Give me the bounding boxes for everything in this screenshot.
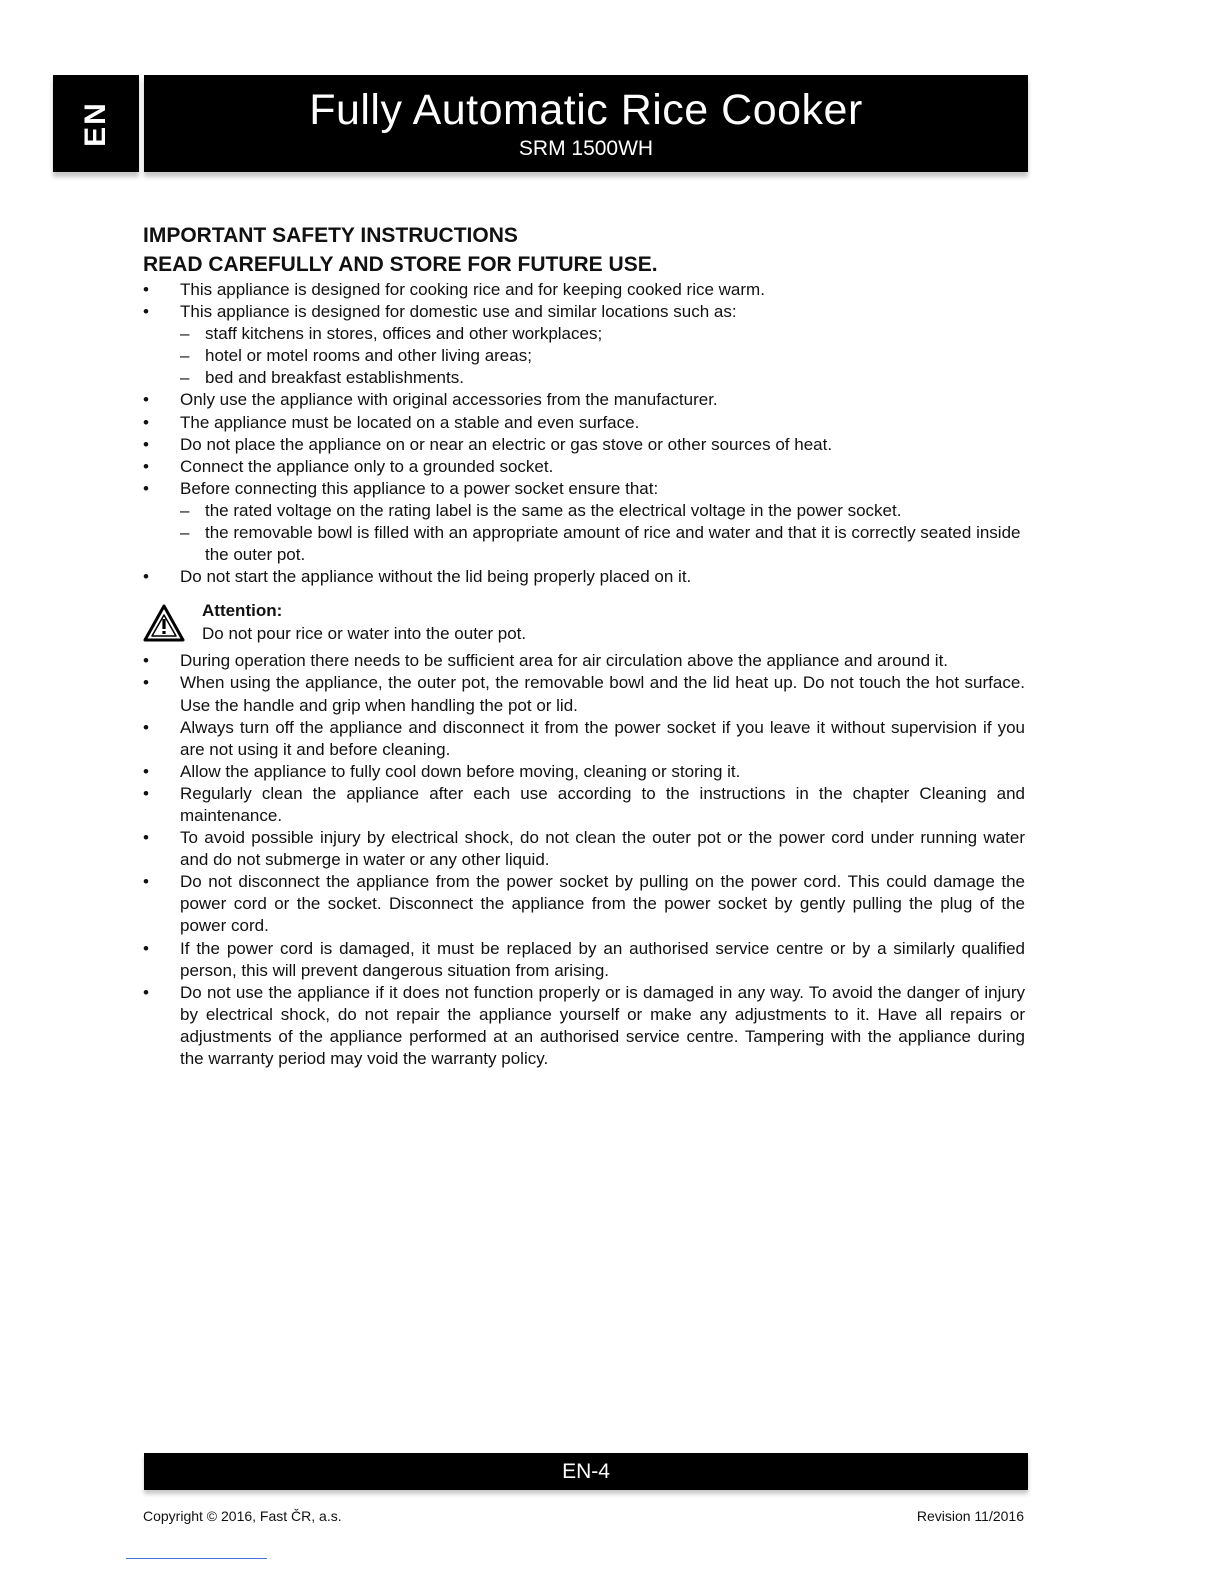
language-label: EN [79,100,112,147]
list-item: • If the power cord is damaged, it must be replaced by an authorised service centre or by a similarly qualified person, this will prevent dangerous situation from arising. [143,938,1025,982]
sub-list [180,323,1025,389]
list-item: • The appliance must be located on a stable and even surface. [143,412,1025,434]
model-number: SRM 1500WH [518,137,654,160]
page-number: EN-4 [562,1460,610,1483]
attention-text: Do not pour rice or water into the outer pot. [202,624,527,644]
list-item: • Connect the appliance only to a grounded socket. [143,456,1025,478]
bottom-rule [126,1558,267,1559]
list-item: • Always turn off the appliance and disconnect it from the power socket if you leave it without supervision if you are not using it and before cleaning. [143,717,1025,761]
revision-label: Revision 11/2016 [916,1508,1024,1524]
list-item: • When using the appliance, the outer pot, the removable bowl and the lid heat up. Do not touch the hot surface. Use the handle and grip when handling the pot or lid. [143,672,1025,716]
list-item: • During operation there needs to be sufficient area for air circulation above the appliance and around it. [143,650,1025,672]
page-number-bar [144,1453,1028,1490]
title-bar [144,75,1028,172]
sub-list-item: – the removable bowl is filled with an appropriate amount of rice and water and that it is correctly seated inside the outer pot. [180,522,1025,566]
safety-instructions [143,221,1025,1070]
list-item-text: This appliance is designed for domestic use and similar locations such as: [180,302,737,322]
attention-title: Attention: [202,601,283,621]
sub-list-item: – hotel or motel rooms and other living areas; [180,345,1025,367]
copyright-notice: Copyright © 2016, Fast ČR, a.s. [143,1508,342,1524]
list-item: • Regularly clean the appliance after each use according to the instructions in the chapter Cleaning and maintenance. [143,783,1025,827]
safety-heading: IMPORTANT SAFETY INSTRUCTIONS [143,224,518,247]
list-item-text: Before connecting this appliance to a power socket ensure that: [180,478,659,498]
list-item: • This appliance is designed for cooking rice and for keeping cooked rice warm. [143,279,1025,301]
list-item: • Do not start the appliance without the lid being properly placed on it. [143,566,1025,588]
list-item: • Do not place the appliance on or near an electric or gas stove or other sources of heat. [143,434,1025,456]
list-item: • Do not disconnect the appliance from the power socket by pulling on the power cord. This could damage the power cord or the socket. Disconnect the appliance from the power socket by gently pulling the plug of the power cord. [143,871,1025,937]
attention-note [143,600,1025,650]
sub-list-item: – bed and breakfast establishments. [180,367,1025,389]
page-title: Fully Automatic Rice Cooker [309,86,863,134]
warning-triangle-icon [143,604,185,642]
safety-list-b [143,650,1025,1070]
list-item [143,478,1025,566]
language-tab [53,75,139,172]
sub-list [180,500,1025,566]
list-item: • To avoid possible injury by electrical shock, do not clean the outer pot or the power cord under running water and do not submerge in water or any other liquid. [143,827,1025,871]
list-item [143,301,1025,389]
sub-list-item: – staff kitchens in stores, offices and other workplaces; [180,323,1025,345]
safety-list-a [143,279,1025,588]
list-item: • Do not use the appliance if it does not function properly or is damaged in any way. To avoid the danger of injury by electrical shock, do not repair the appliance yourself or make any adjustments to it. Have all repairs or adjustments of the appliance performed at an authorised service centre. Tampering with the appliance during the warranty period may void the warranty policy. [143,982,1025,1070]
list-item: • Only use the appliance with original accessories from the manufacturer. [143,389,1025,411]
sub-list-item: – the rated voltage on the rating label is the same as the electrical voltage in the power socket. [180,500,1025,522]
list-item: • Allow the appliance to fully cool down before moving, cleaning or storing it. [143,761,1025,783]
safety-subheading: READ CAREFULLY AND STORE FOR FUTURE USE. [143,253,658,276]
